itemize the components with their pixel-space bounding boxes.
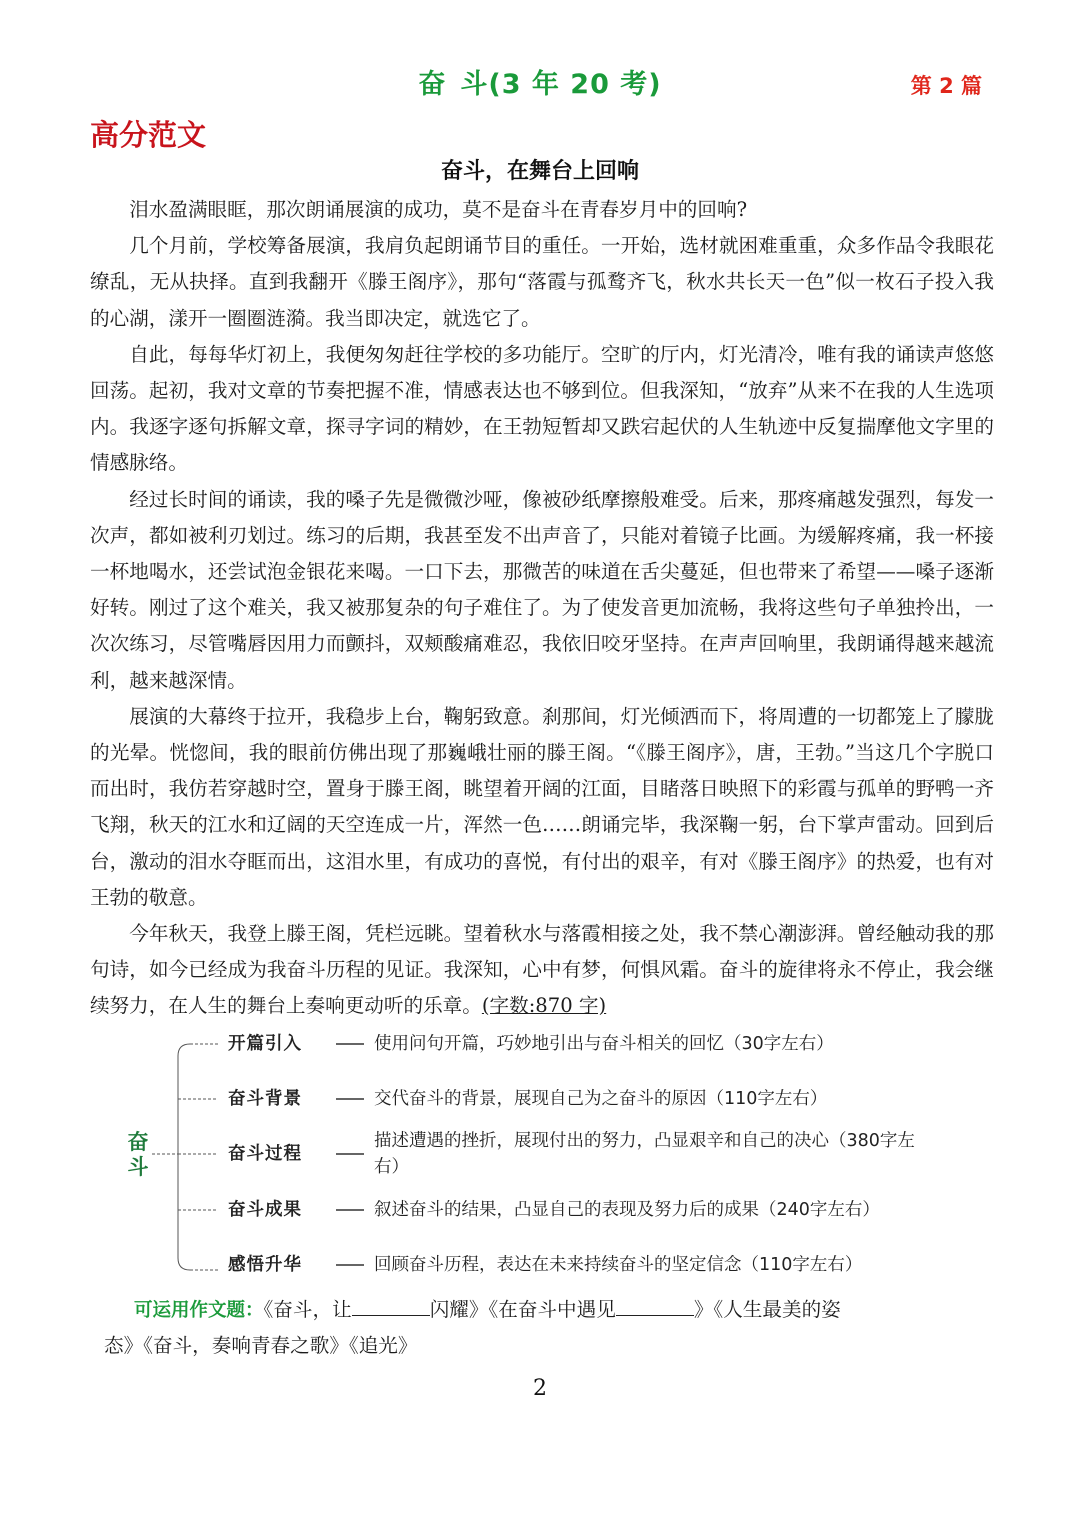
essay-paragraph: 自此，每每华灯初上，我便匆匆赶往学校的多功能厅。空旷的厅内，灯光清冷，唯有我的诵读声悠悠回荡。起初，我对文章的节奏把握不准，情感表达也不够到位。但我深知，“放弃”从来不在我的人生选项内。我逐字逐句拆解文章，探寻字词的精妙，在王勃短暂却又跌宕起伏的人生轨迹中反复揣摩他文字里的情感脉络。 [90,342,994,475]
essay-paragraph: 几个月前，学校筹备展演，我肩负起朗诵节目的重任。一开始，选材就困难重重，众多作品令我眼花缭乱，无从抉择。直到我翻开《滕王阁序》，那句“落霞与孤鹜齐飞，秋水共长天一色”似一枚石子投入我的心湖，漾开一圈圈涟漪。我当即决定，就选它了。 [90,234,994,330]
essay-paragraph: 经过长时间的诵读，我的嗓子先是微微沙哑，像被砂纸摩擦般难受。后来，那疼痛越发强烈，每发一次声，都如被利刃划过。练习的后期，我甚至发不出声音了，只能对着镜子比画。为缓解疼痛，我一杯接一杯地喝水，还尝试泡金银花来喝。一口下去，那微苦的味道在舌尖蔓延，但也带来了希望——嗓子逐渐好转。刚过了这个难关，我又被那复杂的句子难住了。为了使发音更加流畅，我将这些句子单独拎出，一次次练习，尽管嘴唇因用力而颤抖，双颊酸痛难忍，我依旧咬牙坚持。在声声回响里，我朗诵得越来越流利，越来越深情。 [90,487,994,692]
applicable-titles [90,1292,994,1363]
header-title-rest: 斗(3 年 20 考) [460,69,662,100]
article-number: 第 2 篇 [910,74,982,98]
page-number: 2 [533,1376,547,1401]
applicable-title-text: 态》《奋斗，奏响青春之歌》《追光》 [104,1334,418,1357]
fill-in-blank [352,1297,430,1316]
essay-paragraph: 泪水盈满眼眶，那次朗诵展演的成功，莫不是奋斗在青春岁月中的回响? [129,198,748,221]
fill-in-blank [616,1297,694,1316]
essay-paragraph-text: 今年秋天，我登上滕王阁，凭栏远眺。望着秋水与落霞相接之处，我不禁心潮澎湃。曾经触动我的那句诗，如今已经成为我奋斗历程的见证。我深知，心中有梦，何惧风霜。奋斗的旋律将永不停止，我会继续努力，在人生的舞台上奏响更动听的乐章。 [90,922,994,1018]
applicable-title-text: 闪耀》《在奋斗中遇见 [429,1298,616,1321]
mindmap-node: 奋斗过程 [228,1144,302,1164]
mindmap-node: 奋斗背景 [228,1089,302,1109]
essay-title: 奋斗，在舞台上回响 [440,158,639,184]
mindmap-root: 奋斗 [127,1130,149,1179]
mindmap-node-desc: 描述遭遇的挫折，展现付出的努力，凸显艰辛和自己的决心（380字左右） [374,1131,915,1177]
structure-mindmap [118,1022,998,1292]
mindmap-node: 开篇引入 [228,1034,302,1054]
mindmap-node-desc: 回顾奋斗历程，表达在未来持续奋斗的坚定信念（110字左右） [374,1255,863,1275]
essay-body [90,192,994,1025]
essay-paragraph: 展演的大幕终于拉开，我稳步上台，鞠躬致意。刹那间，灯光倾洒而下，将周遭的一切都笼上了朦胧的光晕。恍惚间，我的眼前仿佛出现了那巍峨壮丽的滕王阁。“《滕王阁序》，唐，王勃。”当这几个字脱口而出时，我仿若穿越时空，置身于滕王阁，眺望着开阔的江面，目睹落日映照下的彩霞与孤单的野鸭一齐飞翔，秋天的江水和辽阔的天空连成一片，浑然一色……朗诵完毕，我深鞠一躬，台下掌声雷动。回到后台，激动的泪水夺眶而出，这泪水里，有成功的喜悦，有付出的艰辛，有对《滕王阁序》的热爱，也有对王勃的敬意。 [90,704,994,909]
mindmap-node: 感悟升华 [228,1255,302,1275]
mindmap-node-desc: 叙述奋斗的结果，凸显自己的表现及努力后的成果（240字左右） [374,1200,880,1220]
applicable-title-text: 《奋斗，让 [263,1298,352,1321]
mindmap-node-desc: 使用问句开篇，巧妙地引出与奋斗相关的回忆（30字左右） [374,1034,834,1054]
mindmap-node-desc: 交代奋斗的背景，展现自己为之奋斗的原因（110字左右） [374,1089,828,1109]
header-title-char: 奋 [418,69,447,100]
section-label: 高分范文 [90,118,207,152]
essay-paragraph-last [90,916,994,1025]
mindmap-node: 奋斗成果 [228,1200,302,1220]
mindmap-bracket [178,1044,190,1270]
word-count: (字数:870 字) [481,994,607,1018]
applicable-title-text: 》《人生最美的姿 [693,1298,841,1321]
applicable-titles-label: 可运用作文题： [134,1300,264,1321]
